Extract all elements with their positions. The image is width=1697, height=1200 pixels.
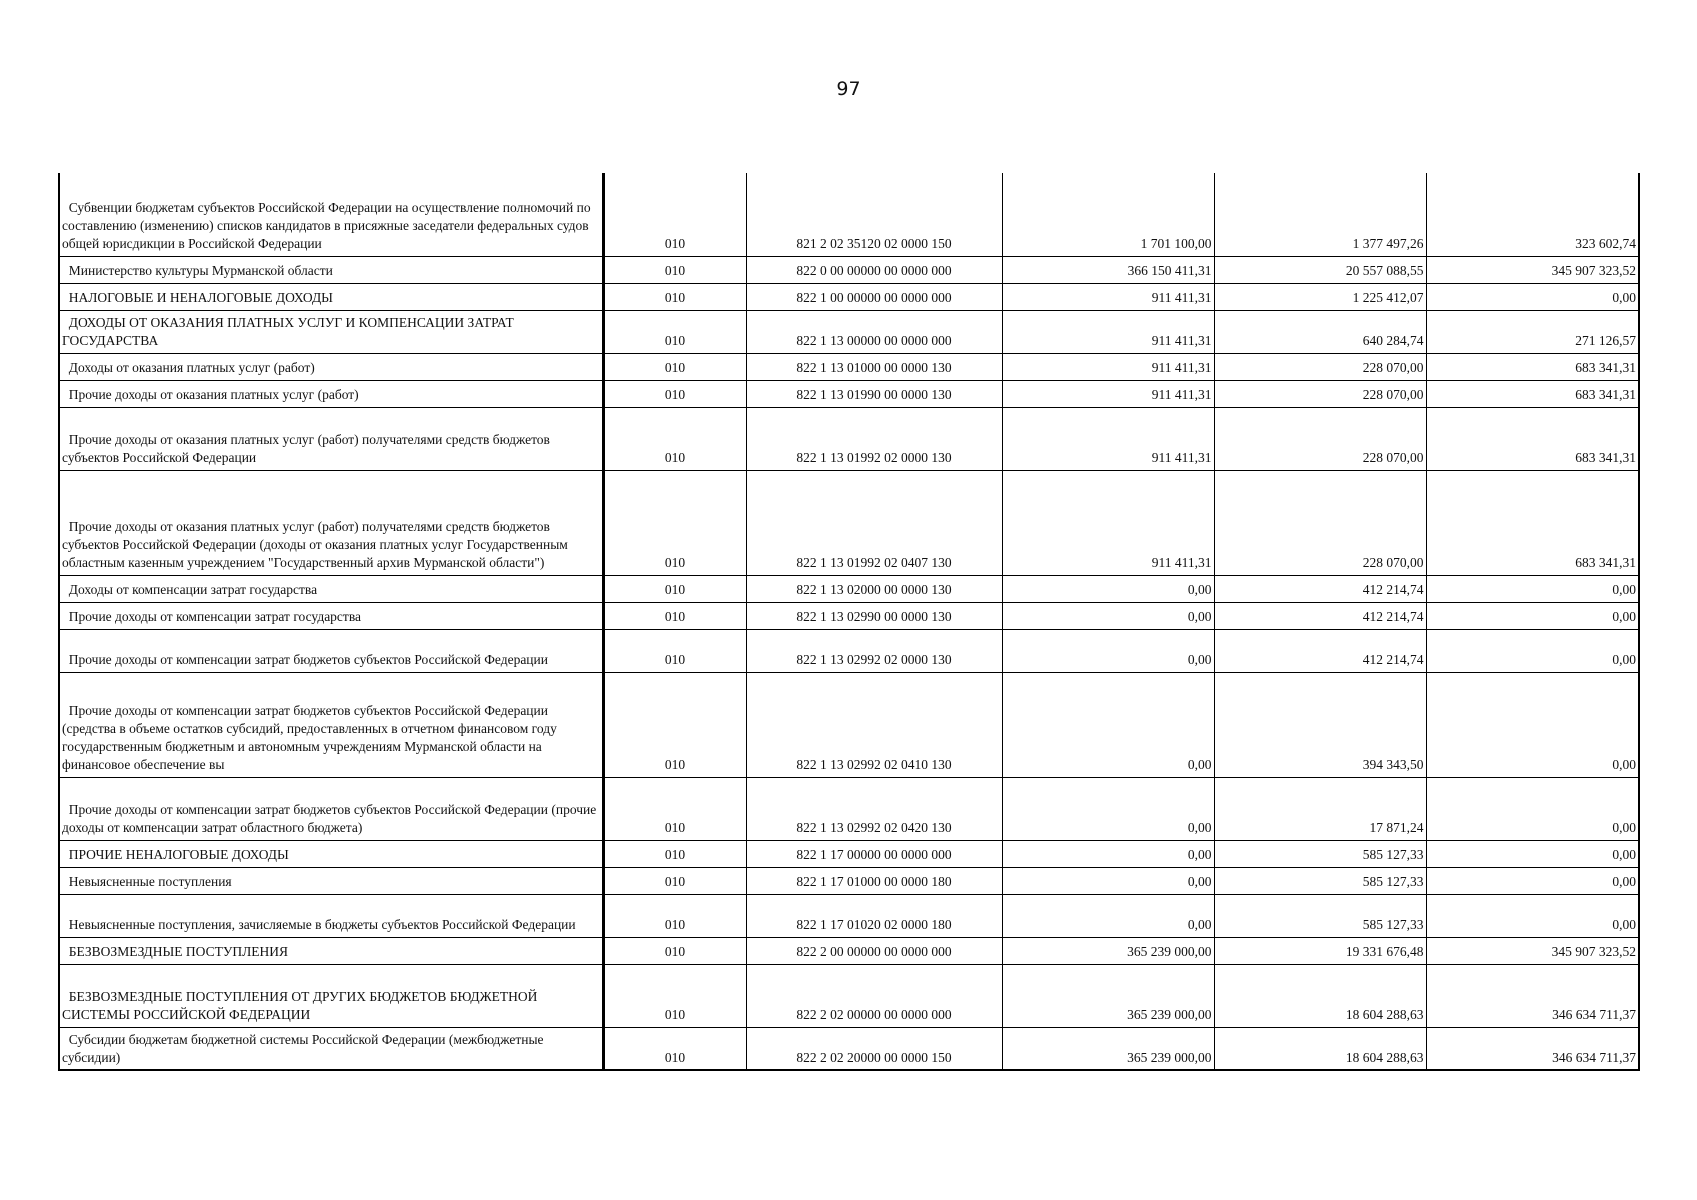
row-name-cell: Прочие доходы от компенсации затрат бюджетов субъектов Российской Федерации (средства в объеме остатков субсидий, предоставленных в отчетном финансовом году государственным бюджетным и автономным учреждениям Мурманской области на финансовое обеспечение вы [59, 672, 603, 777]
row-name-cell: Прочие доходы от компенсации затрат бюджетов субъектов Российской Федерации (прочие доходы от компенсации затрат областного бюджета) [59, 777, 603, 840]
row-rest-cell: 0,00 [1426, 629, 1639, 672]
row-done-cell: 18 604 288,63 [1214, 1027, 1426, 1070]
table-row [59, 937, 1639, 964]
row-rest-cell: 346 634 711,37 [1426, 964, 1639, 1027]
row-done-cell: 412 214,74 [1214, 575, 1426, 602]
row-code-cell: 010 [603, 380, 746, 407]
table-row [59, 602, 1639, 629]
row-name-cell: Невыясненные поступления [59, 867, 603, 894]
table-row [59, 629, 1639, 672]
row-kbk-cell: 822 1 13 01992 02 0000 130 [746, 407, 1002, 470]
row-name-cell: Невыясненные поступления, зачисляемые в бюджеты субъектов Российской Федерации [59, 894, 603, 937]
row-plan-cell: 911 411,31 [1002, 407, 1214, 470]
row-kbk-cell: 822 1 17 01020 02 0000 180 [746, 894, 1002, 937]
row-kbk-cell: 822 1 13 02992 02 0420 130 [746, 777, 1002, 840]
row-plan-cell: 0,00 [1002, 867, 1214, 894]
row-code-cell: 010 [603, 353, 746, 380]
table-row [59, 310, 1639, 353]
row-done-cell: 585 127,33 [1214, 894, 1426, 937]
table-row [59, 470, 1639, 575]
row-plan-cell: 365 239 000,00 [1002, 1027, 1214, 1070]
row-plan-cell: 911 411,31 [1002, 283, 1214, 310]
row-code-cell: 010 [603, 575, 746, 602]
row-kbk-cell: 822 1 00 00000 00 0000 000 [746, 283, 1002, 310]
row-rest-cell: 323 602,74 [1426, 173, 1639, 256]
row-done-cell: 18 604 288,63 [1214, 964, 1426, 1027]
row-done-cell: 228 070,00 [1214, 470, 1426, 575]
row-done-cell: 228 070,00 [1214, 407, 1426, 470]
row-done-cell: 228 070,00 [1214, 380, 1426, 407]
page-number: 97 [836, 78, 861, 100]
row-plan-cell: 365 239 000,00 [1002, 964, 1214, 1027]
row-code-cell: 010 [603, 894, 746, 937]
row-kbk-cell: 822 1 17 01000 00 0000 180 [746, 867, 1002, 894]
row-code-cell: 010 [603, 629, 746, 672]
row-kbk-cell: 822 1 13 01000 00 0000 130 [746, 353, 1002, 380]
row-name-cell: Прочие доходы от оказания платных услуг (работ) [59, 380, 603, 407]
row-name-cell: Субсидии бюджетам бюджетной системы Российской Федерации (межбюджетные субсидии) [59, 1027, 603, 1070]
row-name-cell: БЕЗВОЗМЕЗДНЫЕ ПОСТУПЛЕНИЯ ОТ ДРУГИХ БЮДЖЕТОВ БЮДЖЕТНОЙ СИСТЕМЫ РОССИЙСКОЙ ФЕДЕРАЦИИ [59, 964, 603, 1027]
row-code-cell: 010 [603, 1027, 746, 1070]
row-kbk-cell: 822 1 13 01990 00 0000 130 [746, 380, 1002, 407]
row-name-cell: Доходы от компенсации затрат государства [59, 575, 603, 602]
row-rest-cell: 683 341,31 [1426, 407, 1639, 470]
row-done-cell: 394 343,50 [1214, 672, 1426, 777]
row-plan-cell: 911 411,31 [1002, 310, 1214, 353]
row-done-cell: 412 214,74 [1214, 629, 1426, 672]
row-kbk-cell: 822 1 13 02990 00 0000 130 [746, 602, 1002, 629]
table-row [59, 777, 1639, 840]
row-done-cell: 640 284,74 [1214, 310, 1426, 353]
row-rest-cell: 0,00 [1426, 575, 1639, 602]
row-plan-cell: 0,00 [1002, 575, 1214, 602]
row-done-cell: 585 127,33 [1214, 840, 1426, 867]
row-name-cell: БЕЗВОЗМЕЗДНЫЕ ПОСТУПЛЕНИЯ [59, 937, 603, 964]
row-rest-cell: 0,00 [1426, 840, 1639, 867]
row-code-cell: 010 [603, 407, 746, 470]
row-kbk-cell: 822 1 17 00000 00 0000 000 [746, 840, 1002, 867]
table-row [59, 894, 1639, 937]
row-rest-cell: 0,00 [1426, 672, 1639, 777]
table-row [59, 1027, 1639, 1070]
table-row [59, 840, 1639, 867]
table-row [59, 867, 1639, 894]
row-plan-cell: 0,00 [1002, 777, 1214, 840]
row-done-cell: 19 331 676,48 [1214, 937, 1426, 964]
row-rest-cell: 683 341,31 [1426, 380, 1639, 407]
row-done-cell: 20 557 088,55 [1214, 256, 1426, 283]
row-rest-cell: 345 907 323,52 [1426, 937, 1639, 964]
row-code-cell: 010 [603, 672, 746, 777]
row-kbk-cell: 822 2 00 00000 00 0000 000 [746, 937, 1002, 964]
row-plan-cell: 911 411,31 [1002, 380, 1214, 407]
row-code-cell: 010 [603, 964, 746, 1027]
row-rest-cell: 0,00 [1426, 867, 1639, 894]
table-row [59, 407, 1639, 470]
row-kbk-cell: 822 1 13 02000 00 0000 130 [746, 575, 1002, 602]
row-rest-cell: 0,00 [1426, 894, 1639, 937]
row-code-cell: 010 [603, 602, 746, 629]
row-kbk-cell: 822 2 02 00000 00 0000 000 [746, 964, 1002, 1027]
row-kbk-cell: 822 1 13 01992 02 0407 130 [746, 470, 1002, 575]
row-name-cell: ПРОЧИЕ НЕНАЛОГОВЫЕ ДОХОДЫ [59, 840, 603, 867]
row-plan-cell: 911 411,31 [1002, 470, 1214, 575]
row-done-cell: 1 377 497,26 [1214, 173, 1426, 256]
table-row [59, 173, 1639, 256]
row-name-cell: НАЛОГОВЫЕ И НЕНАЛОГОВЫЕ ДОХОДЫ [59, 283, 603, 310]
row-plan-cell: 911 411,31 [1002, 353, 1214, 380]
table-row [59, 672, 1639, 777]
row-code-cell: 010 [603, 867, 746, 894]
row-plan-cell: 1 701 100,00 [1002, 173, 1214, 256]
row-plan-cell: 365 239 000,00 [1002, 937, 1214, 964]
row-code-cell: 010 [603, 777, 746, 840]
row-done-cell: 585 127,33 [1214, 867, 1426, 894]
row-name-cell: Прочие доходы от компенсации затрат бюджетов субъектов Российской Федерации [59, 629, 603, 672]
revenue-table [58, 173, 1640, 1071]
row-kbk-cell: 822 0 00 00000 00 0000 000 [746, 256, 1002, 283]
row-name-cell: Прочие доходы от оказания платных услуг (работ) получателями средств бюджетов субъектов Российской Федерации (доходы от оказания платных услуг Государственным областным казенным учреждением "Государственный архив Мурманской области") [59, 470, 603, 575]
row-kbk-cell: 822 1 13 00000 00 0000 000 [746, 310, 1002, 353]
row-rest-cell: 683 341,31 [1426, 353, 1639, 380]
row-rest-cell: 0,00 [1426, 283, 1639, 310]
row-code-cell: 010 [603, 283, 746, 310]
row-done-cell: 412 214,74 [1214, 602, 1426, 629]
row-code-cell: 010 [603, 173, 746, 256]
row-done-cell: 228 070,00 [1214, 353, 1426, 380]
row-code-cell: 010 [603, 937, 746, 964]
row-code-cell: 010 [603, 256, 746, 283]
table-row [59, 353, 1639, 380]
table-row [59, 380, 1639, 407]
row-name-cell: Субвенции бюджетам субъектов Российской Федерации на осуществление полномочий по составлению (изменению) списков кандидатов в присяжные заседатели федеральных судов общей юрисдикции в Российской Федерации [59, 173, 603, 256]
row-code-cell: 010 [603, 840, 746, 867]
table-row [59, 283, 1639, 310]
row-rest-cell: 0,00 [1426, 602, 1639, 629]
row-plan-cell: 0,00 [1002, 602, 1214, 629]
row-plan-cell: 0,00 [1002, 629, 1214, 672]
row-kbk-cell: 822 1 13 02992 02 0000 130 [746, 629, 1002, 672]
row-rest-cell: 0,00 [1426, 777, 1639, 840]
row-done-cell: 1 225 412,07 [1214, 283, 1426, 310]
row-rest-cell: 683 341,31 [1426, 470, 1639, 575]
row-plan-cell: 0,00 [1002, 672, 1214, 777]
row-code-cell: 010 [603, 470, 746, 575]
row-code-cell: 010 [603, 310, 746, 353]
row-plan-cell: 0,00 [1002, 840, 1214, 867]
row-plan-cell: 0,00 [1002, 894, 1214, 937]
row-name-cell: Доходы от оказания платных услуг (работ) [59, 353, 603, 380]
row-kbk-cell: 822 1 13 02992 02 0410 130 [746, 672, 1002, 777]
row-rest-cell: 271 126,57 [1426, 310, 1639, 353]
table-row [59, 256, 1639, 283]
row-kbk-cell: 822 2 02 20000 00 0000 150 [746, 1027, 1002, 1070]
table-row [59, 575, 1639, 602]
row-rest-cell: 346 634 711,37 [1426, 1027, 1639, 1070]
table-body [59, 173, 1639, 1070]
table-row [59, 964, 1639, 1027]
row-kbk-cell: 821 2 02 35120 02 0000 150 [746, 173, 1002, 256]
row-name-cell: Министерство культуры Мурманской области [59, 256, 603, 283]
row-rest-cell: 345 907 323,52 [1426, 256, 1639, 283]
row-done-cell: 17 871,24 [1214, 777, 1426, 840]
row-name-cell: ДОХОДЫ ОТ ОКАЗАНИЯ ПЛАТНЫХ УСЛУГ И КОМПЕНСАЦИИ ЗАТРАТ ГОСУДАРСТВА [59, 310, 603, 353]
row-name-cell: Прочие доходы от компенсации затрат государства [59, 602, 603, 629]
row-plan-cell: 366 150 411,31 [1002, 256, 1214, 283]
row-name-cell: Прочие доходы от оказания платных услуг (работ) получателями средств бюджетов субъектов Российской Федерации [59, 407, 603, 470]
